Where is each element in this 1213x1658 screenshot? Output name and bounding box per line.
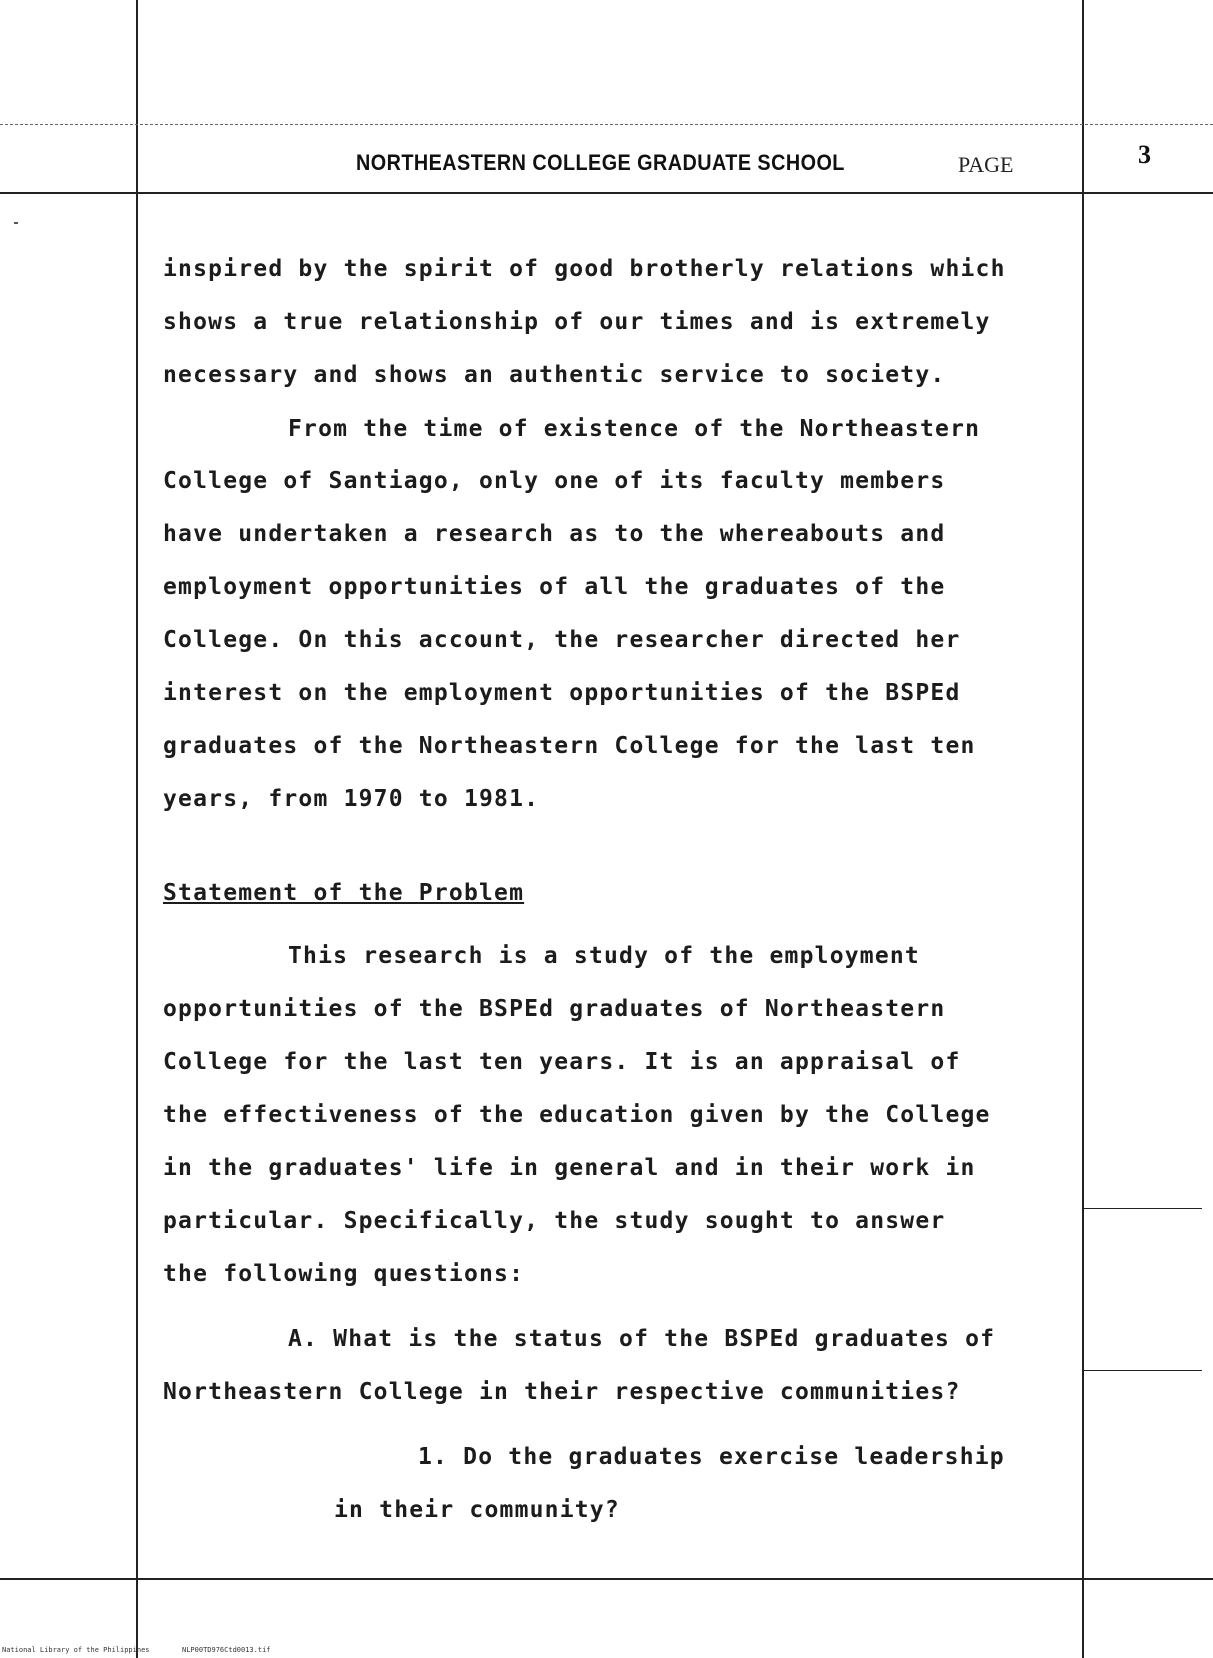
problem-line: opportunities of the BSPEd graduates of Northeastern — [163, 996, 946, 1022]
body-line: necessary and shows an authentic service to society. — [163, 362, 946, 388]
problem-line: in the graduates' life in general and in their work in — [163, 1155, 976, 1181]
right-margin-rule — [1082, 0, 1084, 1658]
page-number: 3 — [1138, 140, 1151, 169]
body-line: employment opportunities of all the graduates of the — [163, 574, 946, 600]
body-line: shows a true relationship of our times and is extremely — [163, 309, 991, 335]
section-heading: Statement of the Problem — [163, 880, 525, 906]
header-bottom-rule — [0, 192, 1213, 194]
right-tick-1 — [1082, 1208, 1202, 1209]
body-line: years, from 1970 to 1981. — [163, 786, 540, 812]
body-line: have undertaken a research as to the whereabouts and — [163, 521, 946, 547]
question-1-line: in their community? — [334, 1497, 620, 1523]
footer-rule — [0, 1578, 1213, 1580]
question-a-line: A. What is the status of the BSPEd graduates of — [288, 1326, 996, 1352]
left-margin-rule — [136, 0, 138, 1658]
problem-line: the effectiveness of the education given by the College — [163, 1102, 991, 1128]
body-line: graduates of the Northeastern College for the last ten — [163, 733, 976, 759]
body-line: interest on the employment opportunities of the BSPEd — [163, 680, 961, 706]
header-page-label: PAGE — [958, 152, 1014, 177]
body-line: College of Santiago, only one of its faculty members — [163, 468, 946, 494]
problem-line: College for the last ten years. It is an appraisal of — [163, 1049, 961, 1075]
body-line: inspired by the spirit of good brotherly relations which — [163, 256, 1006, 282]
right-tick-2 — [1082, 1370, 1202, 1371]
footer-library-credit: National Library of the Philippines — [2, 1646, 150, 1654]
body-line: From the time of existence of the Northeastern — [288, 416, 981, 442]
problem-line: particular. Specifically, the study sought to answer — [163, 1208, 946, 1234]
footer-file-name: NLP00TD976Ctd0013.tif — [182, 1646, 271, 1654]
body-line: College. On this account, the researcher directed her — [163, 627, 961, 653]
problem-line: This research is a study of the employment — [288, 943, 920, 969]
header-top-rule — [0, 124, 1213, 125]
margin-mark — [14, 222, 18, 224]
question-a-line: Northeastern College in their respective communities? — [163, 1379, 961, 1405]
header-title: NORTHEASTERN COLLEGE GRADUATE SCHOOL — [356, 150, 845, 175]
problem-line: the following questions: — [163, 1261, 525, 1287]
question-1-line: 1. Do the graduates exercise leadership — [418, 1444, 1005, 1470]
